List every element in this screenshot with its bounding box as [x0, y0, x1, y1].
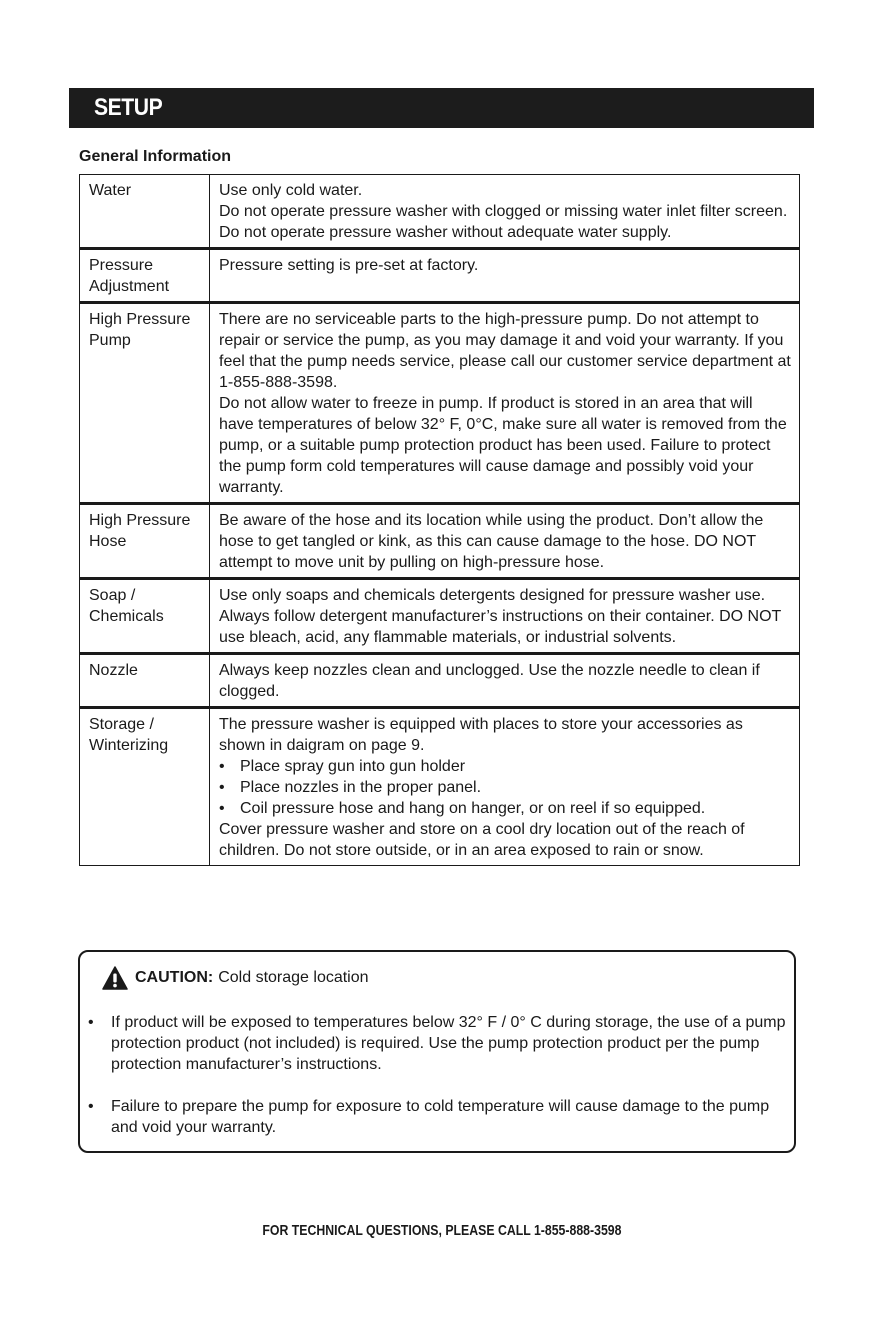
footer-contact: [0, 1222, 883, 1239]
row-content: [210, 708, 800, 866]
bullet-icon: •: [88, 1014, 94, 1031]
list-item-text: Place spray gun into gun holder: [240, 758, 466, 775]
section-header-bar: [69, 88, 814, 128]
row-label: [80, 249, 210, 303]
footer-text: FOR TECHNICAL QUESTIONS, PLEASE CALL 1-855-888-3598: [261, 1222, 622, 1239]
table-row: [80, 654, 800, 708]
caution-item-text: If product will be exposed to temperatures below 32° F / 0° C during storage, the use of a pump protection product (not included) is required. Use the pump protection product per the pump protection manufacturer’s instructions.: [111, 1014, 786, 1073]
row-label-text: Storage /: [89, 716, 154, 733]
row-content-text: Always keep nozzles clean and unclogged. Use the nozzle needle to clean if clogged.: [219, 662, 760, 700]
bullet-icon: •: [88, 1098, 94, 1115]
row-content-text: Do not allow water to freeze in pump. If product is stored in an area that will have temperatures of below 32° F, 0°C, make sure all water is removed from the pump, or a suitable pump protection product has been used. Failure to protect the pump form cold temperatures will cause damage and possibly void your warranty.: [219, 395, 787, 496]
row-content: [210, 579, 800, 654]
row-content-text: Be aware of the hose and its location while using the product. Don’t allow the hose to get tangled or kink, as this can cause damage to the hose. DO NOT attempt to move unit by pulling on high-pressure hose.: [219, 512, 764, 571]
row-label-text: Water: [89, 182, 132, 199]
row-label: [80, 504, 210, 579]
row-content: [210, 504, 800, 579]
bullet-icon: •: [219, 800, 225, 817]
row-content: [210, 303, 800, 504]
caution-label: CAUTION:: [135, 969, 214, 986]
row-content: [210, 249, 800, 303]
row-content-text: Use only cold water.: [219, 182, 363, 199]
row-label-text: Pump: [89, 332, 131, 349]
caution-heading: [102, 966, 369, 990]
caution-item: [88, 1096, 788, 1138]
row-label: [80, 654, 210, 708]
list-item-text: Coil pressure hose and hang on hanger, or on reel if so equipped.: [240, 800, 706, 817]
row-label-text: High Pressure: [89, 512, 191, 529]
row-label-text: Pressure: [89, 257, 154, 274]
row-content-text: Do not operate pressure washer without adequate water supply.: [219, 224, 672, 241]
row-label-text: Chemicals: [89, 608, 164, 625]
row-label-text: High Pressure: [89, 311, 191, 328]
caution-item: [88, 1012, 788, 1075]
row-label-text: Winterizing: [89, 737, 169, 754]
list-item: [219, 798, 791, 819]
row-label: [80, 579, 210, 654]
table-row: [80, 579, 800, 654]
row-label: [80, 175, 210, 249]
row-content-text: Pressure setting is pre-set at factory.: [219, 257, 479, 274]
caution-item-text: Failure to prepare the pump for exposure to cold temperature will cause damage to the pump and void your warranty.: [111, 1098, 770, 1136]
row-label: [80, 303, 210, 504]
page-title: SETUP: [94, 94, 163, 121]
row-content: [210, 654, 800, 708]
row-content-text: There are no serviceable parts to the high-pressure pump. Do not attempt to repair or service the pump, as you may damage it and void your warranty. If you feel that the pump needs service, please call our customer service department at 1-855-888-3598.: [219, 311, 791, 391]
warning-triangle-icon: [102, 966, 128, 990]
list-item-text: Place nozzles in the proper panel.: [240, 779, 482, 796]
table-row: [80, 708, 800, 866]
row-content: [210, 175, 800, 249]
table-row: [80, 175, 800, 249]
list-item: [219, 777, 791, 798]
table-row: [80, 303, 800, 504]
table-row: [80, 249, 800, 303]
row-label: [80, 708, 210, 866]
caution-list: [88, 1012, 788, 1159]
caution-box: [78, 950, 796, 1153]
row-content-text: Do not operate pressure washer with clogged or missing water inlet filter screen.: [219, 203, 788, 220]
row-label-text: Soap /: [89, 587, 136, 604]
list-item: [219, 756, 791, 777]
section-heading: General Information: [79, 148, 232, 165]
general-information-table: [79, 174, 800, 866]
bullet-icon: •: [219, 779, 225, 796]
row-content-text: Cover pressure washer and store on a cool dry location out of the reach of children. Do not store outside, or in an area exposed to rain or snow.: [219, 821, 745, 859]
table-row: [80, 504, 800, 579]
bullet-icon: •: [219, 758, 225, 775]
row-content-text: The pressure washer is equipped with places to store your accessories as shown in daigram on page 9.: [219, 716, 743, 754]
row-label-text: Hose: [89, 533, 127, 550]
row-content-text: Use only soaps and chemicals detergents designed for pressure washer use. Always follow detergent manufacturer’s instructions on their container. DO NOT use bleach, acid, any flammable materials, or industrial solvents.: [219, 587, 782, 646]
caution-text: Cold storage location: [218, 969, 369, 986]
row-label-text: Nozzle: [89, 662, 138, 679]
row-label-text: Adjustment: [89, 278, 170, 295]
